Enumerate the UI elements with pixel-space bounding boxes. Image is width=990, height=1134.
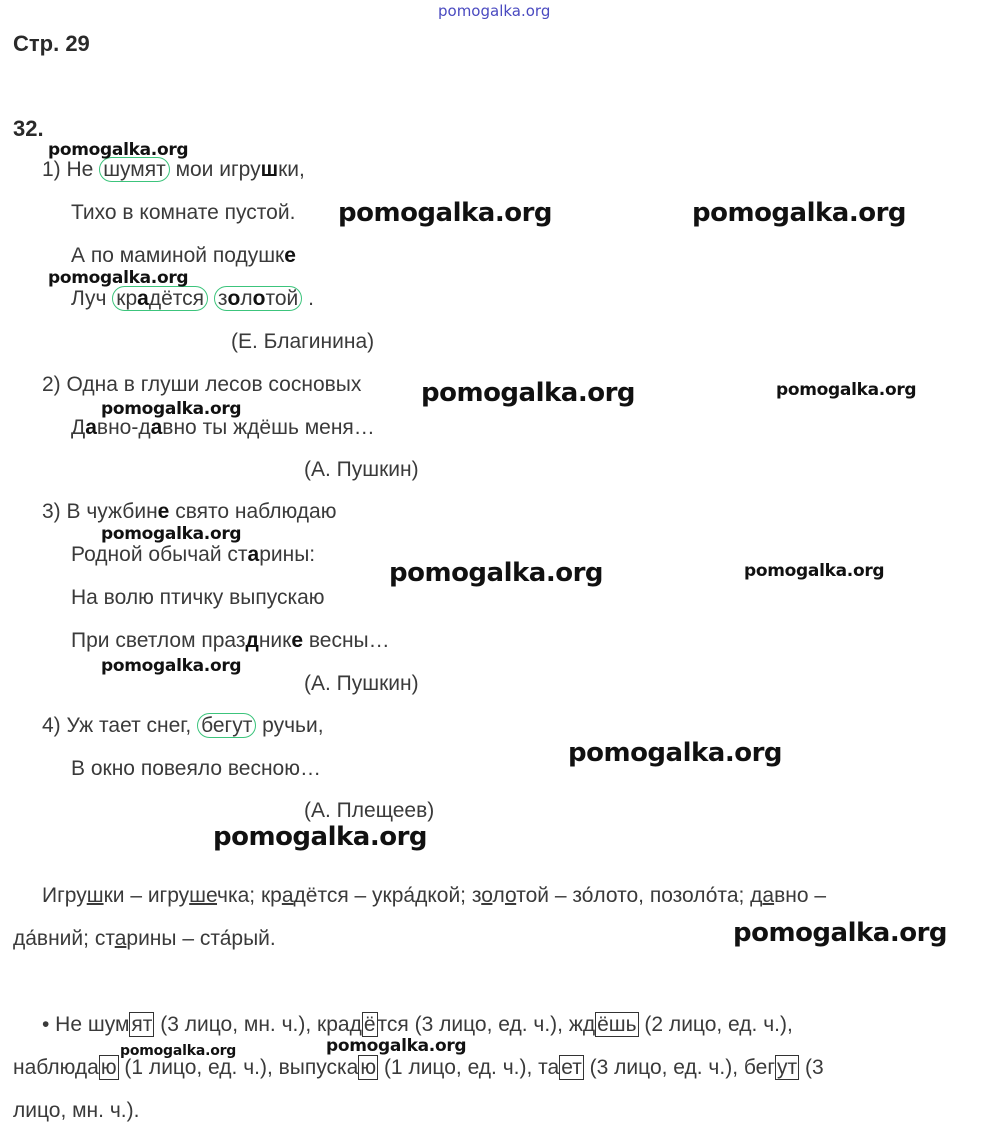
text-fragment: (3 лицо, мн. ч.), крад — [154, 1013, 362, 1036]
underlined-letter: а — [114, 927, 127, 950]
watermark: pomogalka.org — [120, 1043, 237, 1059]
text-fragment: вно-д — [96, 416, 151, 439]
text-fragment: Игру — [42, 884, 87, 907]
text-fragment: чка; кр — [217, 884, 282, 907]
watermark: pomogalka.org — [421, 378, 636, 408]
poem-3-line-4 — [71, 629, 390, 653]
bold-letter: д — [245, 629, 259, 652]
watermark: pomogalka.org — [48, 268, 189, 288]
watermark: pomogalka.org — [48, 140, 189, 160]
text-fragment: • Не шум — [42, 1013, 130, 1036]
text-fragment: рины: — [259, 543, 316, 566]
bold-letter: о — [227, 287, 241, 310]
text-fragment: (1 лицо, ед. ч.), выпуска — [118, 1056, 359, 1079]
verbs-line-3: лицо, мн. ч.). — [13, 1099, 140, 1122]
text-fragment: Луч — [71, 287, 113, 310]
bold-letter: а — [85, 416, 97, 439]
poem-1-line-1 — [42, 158, 305, 182]
circled-verb: бегут — [197, 713, 256, 738]
watermark: pomogalka.org — [101, 656, 242, 676]
text-fragment: Родной обычай ст — [71, 543, 248, 566]
text-fragment: той – зо́лото, позоло́та; д — [516, 884, 763, 907]
text-fragment: вно – — [774, 884, 827, 907]
watermark: pomogalka.org — [101, 524, 242, 544]
boxed-ending: ю — [360, 1056, 377, 1079]
boxed-ending: ё — [363, 1013, 376, 1036]
bold-letter: а — [247, 543, 260, 566]
poem-3-line-3: На волю птичку выпускаю — [71, 586, 325, 609]
text-fragment: той — [265, 287, 299, 310]
watermark: pomogalka.org — [776, 380, 917, 400]
watermark: pomogalka.org — [389, 558, 604, 588]
bold-letter: о — [252, 287, 266, 310]
watermark: pomogalka.org — [744, 561, 885, 581]
bold-letter: е — [291, 629, 304, 652]
poem-2-author: (А. Пушкин) — [304, 458, 419, 481]
text-fragment: ник — [258, 629, 292, 652]
text-fragment — [208, 287, 214, 310]
poem-3-line-2 — [71, 543, 315, 567]
text-fragment: ки, — [278, 158, 305, 181]
poem-2-line-2 — [71, 416, 375, 440]
watermark: pomogalka.org — [692, 198, 907, 228]
poem-1-author: (Е. Благинина) — [231, 330, 375, 353]
boxed-ending: ут — [777, 1056, 798, 1079]
underlined-letter: а — [762, 884, 775, 907]
text-fragment: вно ты ждёшь меня… — [162, 416, 375, 439]
page-title: Стр. 29 — [13, 31, 90, 56]
text-fragment: (2 лицо, ед. ч.), — [638, 1013, 793, 1036]
underlined-letter: о — [504, 884, 517, 907]
text-fragment: ки – игру — [103, 884, 190, 907]
exercise-number: 32. — [13, 116, 44, 141]
text-fragment: 3) В чужбин — [42, 500, 158, 523]
text-fragment: ручьи, — [256, 714, 324, 737]
circled-verb: шумят — [99, 157, 170, 182]
boxed-ending: ю — [100, 1056, 117, 1079]
watermark: pomogalka.org — [213, 822, 428, 852]
text-fragment: да́вний; ст — [13, 927, 115, 950]
text-fragment: свято наблюдаю — [169, 500, 337, 523]
top-watermark: pomogalka.org — [438, 2, 551, 20]
poem-4-line-1 — [42, 714, 324, 738]
watermark: pomogalka.org — [326, 1036, 467, 1056]
text-fragment: (3 — [799, 1056, 824, 1079]
text-fragment: кр — [116, 287, 138, 310]
text-fragment: дётся – укра́дкой; з — [293, 884, 482, 907]
underlined-letter: о — [481, 884, 493, 907]
text-fragment: л — [240, 287, 253, 310]
watermark: pomogalka.org — [101, 399, 242, 419]
poem-4-line-2: В окно повеяло весною… — [71, 757, 321, 780]
boxed-ending: ят — [131, 1013, 153, 1036]
underlined-letter: а — [281, 884, 294, 907]
text-fragment: 1) Не — [42, 158, 100, 181]
bold-letter: а — [150, 416, 163, 439]
watermark: pomogalka.org — [338, 198, 553, 228]
text-fragment: з — [217, 287, 228, 310]
underlined-letter: ше — [189, 884, 218, 907]
boxed-ending: ет — [561, 1056, 582, 1079]
boxed-ending: ёшь — [597, 1013, 637, 1036]
word-pairs-line-2 — [13, 917, 276, 960]
bold-letter: е — [157, 500, 170, 523]
poem-3-line-1 — [42, 500, 336, 524]
poem-1-line-3 — [71, 244, 296, 268]
poem-3-author: (А. Пушкин) — [304, 672, 419, 695]
circled-word — [214, 286, 302, 311]
poem-1-line-4 — [71, 287, 314, 311]
poem-1-line-2: Тихо в комнате пустой. — [71, 201, 296, 224]
text-fragment: рины – ста́рый. — [126, 927, 276, 950]
bold-letter: ш — [260, 158, 279, 181]
word-pairs-line-1 — [42, 874, 826, 917]
underlined-letter: ш — [86, 884, 104, 907]
text-fragment: тся (3 лицо, ед. ч.), жд — [377, 1013, 596, 1036]
bold-letter: а — [137, 287, 149, 310]
text-fragment: мои игру — [169, 158, 261, 181]
text-fragment: (3 лицо, ед. ч.), бег — [583, 1056, 776, 1079]
text-fragment: наблюда — [13, 1056, 99, 1079]
text-fragment: л — [492, 884, 505, 907]
text-fragment: А по маминой подушк — [71, 244, 285, 267]
bold-letter: е — [284, 244, 296, 267]
watermark: pomogalka.org — [568, 738, 783, 768]
text-fragment: . — [302, 287, 314, 310]
text-fragment: 4) Уж тает снег, — [42, 714, 198, 737]
watermark: pomogalka.org — [733, 918, 948, 948]
text-fragment: дётся — [148, 287, 205, 310]
text-fragment: (1 лицо, ед. ч.), та — [378, 1056, 560, 1079]
circled-verb — [112, 286, 208, 311]
poem-4-author: (А. Плещеев) — [304, 799, 435, 822]
poem-2-line-1: 2) Одна в глуши лесов сосновых — [42, 373, 362, 396]
text-fragment: При светлом праз — [71, 629, 246, 652]
text-fragment: Д — [71, 416, 86, 439]
text-fragment: весны… — [303, 629, 390, 652]
